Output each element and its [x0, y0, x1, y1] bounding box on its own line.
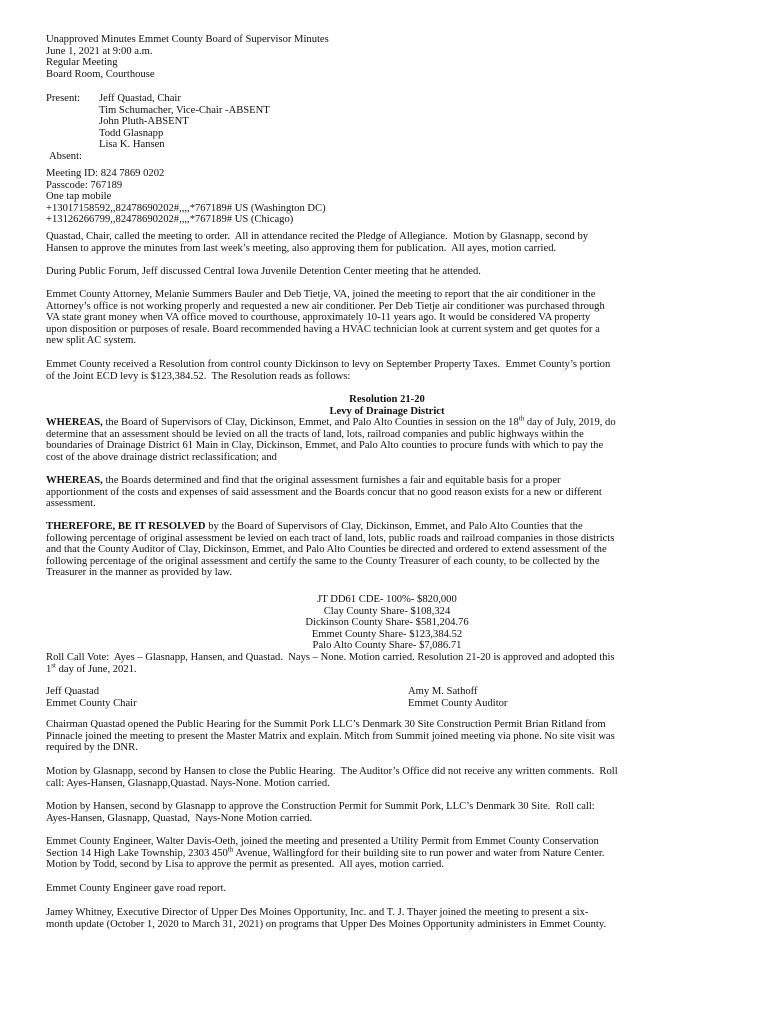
text-line: During Public Forum, Jeff discussed Central Iowa Juvenile Detention Center meeting that he attended.	[46, 266, 481, 277]
text-line: Motion by Hansen, second by Glasnapp to approve the Construction Permit for Summit Pork, LLC’s Denmark 30 Site. Roll call:	[46, 801, 595, 812]
ordinal-suffix: th	[227, 845, 234, 854]
share-line: Clay County Share- $108,324	[323, 605, 451, 617]
text-run: the Board of Supervisors of Clay, Dickinson, Emmet, and Palo Alto Counties in session on the 18	[102, 417, 519, 428]
member-name: Jeff Quastad, Chair	[99, 93, 181, 104]
text-line: call: Ayes-Hansen, Glasnapp,Quastad. Nays-None. Motion carried.	[46, 777, 330, 789]
text-run: the Boards determined and find that the original assessment furnishes a fair and equitable basis for a proper	[102, 475, 561, 486]
signer-name: Jeff Quastad	[46, 686, 100, 697]
paragraph-close-hearing	[46, 766, 728, 789]
paragraph-udmo-update	[46, 907, 728, 930]
text-line: Chairman Quastad opened the Public Hearing for the Summit Pork LLC’s Denmark 30 Site Construction Permit Brian Ritland from	[46, 719, 606, 730]
text-line: Emmet County Attorney, Melanie Summers Bauler and Deb Tietje, VA, joined the meeting to report that the air conditioner in the	[46, 289, 596, 300]
member-name: John Pluth-ABSENT	[99, 116, 189, 128]
text-line: Roll Call Vote: Ayes – Glasnapp, Hansen, and Quastad. Nays – None. Motion carried. Resolution 21-20 is approved and adopted this	[46, 652, 615, 663]
resolution-title: Levy of Drainage District	[329, 405, 445, 417]
text-line: Ayes-Hansen, Glasnapp, Quastad, Nays-None Motion carried.	[46, 812, 313, 824]
text-line: cost of the above drainage district reclassification; and	[46, 451, 277, 463]
text-run: by the Board of Supervisors of Clay, Dickinson, Emmet, and Palo Alto Counties that the	[205, 521, 583, 532]
whereas-clause-1	[46, 414, 728, 463]
paragraph-resolution-intro	[46, 359, 728, 382]
text-line: VA state grant money when VA office moved to courthouse, approximately 10-11 years ago. It would be considered VA property	[46, 312, 591, 324]
meeting-id: Meeting ID: 824 7869 0202	[46, 168, 165, 179]
text-run: Section 14 High Lake Township, 2303 450	[46, 847, 228, 859]
signature-chair	[46, 686, 137, 709]
share-line: Dickinson County Share- $581,204.76	[305, 617, 469, 629]
phone-chicago: +13126266799,,82478690202#,,,,*767189# US (Chicago)	[46, 214, 294, 226]
assessment-shares	[46, 594, 728, 652]
header-meeting-type: Regular Meeting	[46, 57, 118, 69]
resolution-heading	[46, 394, 728, 417]
text-line: Motion by Glasnapp, second by Hansen to close the Public Hearing. The Auditor’s Office did not receive any written comments. Roll	[46, 766, 618, 777]
text-line: Attorney’s office is not working properly and requested a new air conditioner. Per Deb Tietje air conditioner was purchased through	[46, 300, 605, 312]
member-name: Lisa K. Hansen	[99, 139, 165, 151]
text-line: upon disposition or purposes of resale. Board recommended having a HVAC technician look at current system and get quotes for a	[46, 323, 600, 335]
share-line: Palo Alto County Share- $7,086.71	[312, 640, 462, 652]
resolution-number: Resolution 21-20	[349, 394, 425, 405]
signature-auditor	[408, 686, 507, 709]
signer-title: Emmet County Chair	[46, 697, 137, 709]
text-run: day of June, 2021.	[55, 663, 137, 675]
paragraph-road-report	[46, 883, 728, 895]
text-line: Motion by Todd, second by Lisa to approve the permit as presented. All ayes, motion carried.	[46, 859, 445, 871]
text-line: following percentage of the original assessment and certify the same to the County Treasurer of each county, to be collected by the	[46, 555, 600, 567]
text-line: Emmet County received a Resolution from control county Dickinson to levy on September Property Taxes. Emmet County’s portion	[46, 359, 611, 370]
text-line: Quastad, Chair, called the meeting to order. All in attendance recited the Pledge of Allegiance. Motion by Glasnapp, second by	[46, 231, 589, 242]
minutes-header	[46, 34, 728, 80]
header-location: Board Room, Courthouse	[46, 68, 155, 80]
paragraph-utility-permit	[46, 836, 728, 871]
paragraph-construction-permit	[46, 801, 728, 824]
text-line: determine that an assessment should be levied on all the tracts of land, lots, railroad companies and public highways within the	[46, 428, 584, 440]
text-line: required by the DNR.	[46, 742, 138, 754]
text-line: following percentage of original assessment be levied on each tract of land, lots, public roads and railroad companies in those districts	[46, 532, 615, 544]
whereas-label: WHEREAS,	[46, 475, 103, 486]
text-line: assessment.	[46, 498, 96, 510]
share-line: JT DD61 CDE- 100%- $820,000	[317, 594, 457, 605]
text-line: Emmet County Engineer, Walter Davis-Oeth, joined the meeting and presented a Utility Permit from Emmet County Conservation	[46, 836, 599, 847]
text-run: Avenue, Wallingford for their building site to run power and water from Nature Center.	[233, 847, 605, 859]
member-name: Todd Glasnapp	[99, 127, 164, 139]
meeting-info	[46, 168, 728, 226]
paragraph-call-to-order	[46, 231, 728, 254]
text-line: Hansen to approve the minutes from last week’s meeting, also approving them for publication. All ayes, motion carried.	[46, 242, 557, 254]
absent-row	[49, 151, 731, 163]
ordinal-suffix: th	[518, 414, 525, 423]
text-line: Treasurer in the manner as provided by law.	[46, 567, 233, 579]
text-line: and that the County Auditor of Clay, Dickinson, Emmet, and Palo Alto Counties be directed and ordered to extend assessment of the	[46, 544, 607, 556]
text-run: 1	[46, 663, 52, 675]
paragraph-public-hearing	[46, 719, 728, 754]
ordinal-suffix: st	[51, 661, 56, 670]
therefore-clause	[46, 521, 728, 579]
text-line: month update (October 1, 2020 to March 31, 2021) on programs that Upper Des Moines Opportunity administers in Emmet County.	[46, 918, 607, 930]
text-line: apportionment of the costs and expenses of said assessment and the Boards concur that no good reason exists for a new or different	[46, 486, 602, 498]
text-line: Jamey Whitney, Executive Director of Upper Des Moines Opportunity, Inc. and T. J. Thayer joined the meeting to present a six-	[46, 907, 589, 918]
header-date: June 1, 2021 at 9:00 a.m.	[46, 45, 153, 57]
signer-name: Amy M. Sathoff	[408, 686, 478, 697]
text-line: Emmet County Engineer gave road report.	[46, 883, 227, 894]
text-line: Pinnacle joined the meeting to present the Master Matrix and explain. Mitch from Summit joined meeting via phone. No site visit was	[46, 730, 615, 742]
whereas-clause-2	[46, 475, 728, 510]
signer-title: Emmet County Auditor	[408, 697, 508, 709]
one-tap-label: One tap mobile	[46, 191, 112, 203]
absent-label: Absent:	[49, 151, 82, 162]
text-line: new split AC system.	[46, 335, 137, 347]
header-title: Unapproved Minutes Emmet County Board of Supervisor Minutes	[46, 34, 329, 45]
share-line: Emmet County Share- $123,384.52	[311, 628, 463, 640]
phone-dc: +13017158592,,82478690202#,,,,*767189# US (Washington DC)	[46, 202, 326, 214]
therefore-label: THEREFORE, BE IT RESOLVED	[46, 521, 206, 532]
text-run: day of July, 2019, do	[524, 417, 616, 428]
paragraph-air-conditioner	[46, 289, 728, 347]
passcode: Passcode: 767189	[46, 179, 123, 191]
member-name: Tim Schumacher, Vice-Chair -ABSENT	[99, 104, 270, 116]
text-line: of the Joint ECD levy is $123,384.52. The Resolution reads as follows:	[46, 370, 351, 382]
paragraph-public-forum	[46, 266, 728, 278]
roll-call-vote	[46, 652, 728, 675]
present-label: Present:	[46, 93, 81, 104]
whereas-label: WHEREAS,	[46, 417, 103, 428]
text-line: boundaries of Drainage District 61 Main in Clay, Dickinson, Emmet, and Palo Alto counties to procure funds with which to pay the	[46, 440, 604, 452]
